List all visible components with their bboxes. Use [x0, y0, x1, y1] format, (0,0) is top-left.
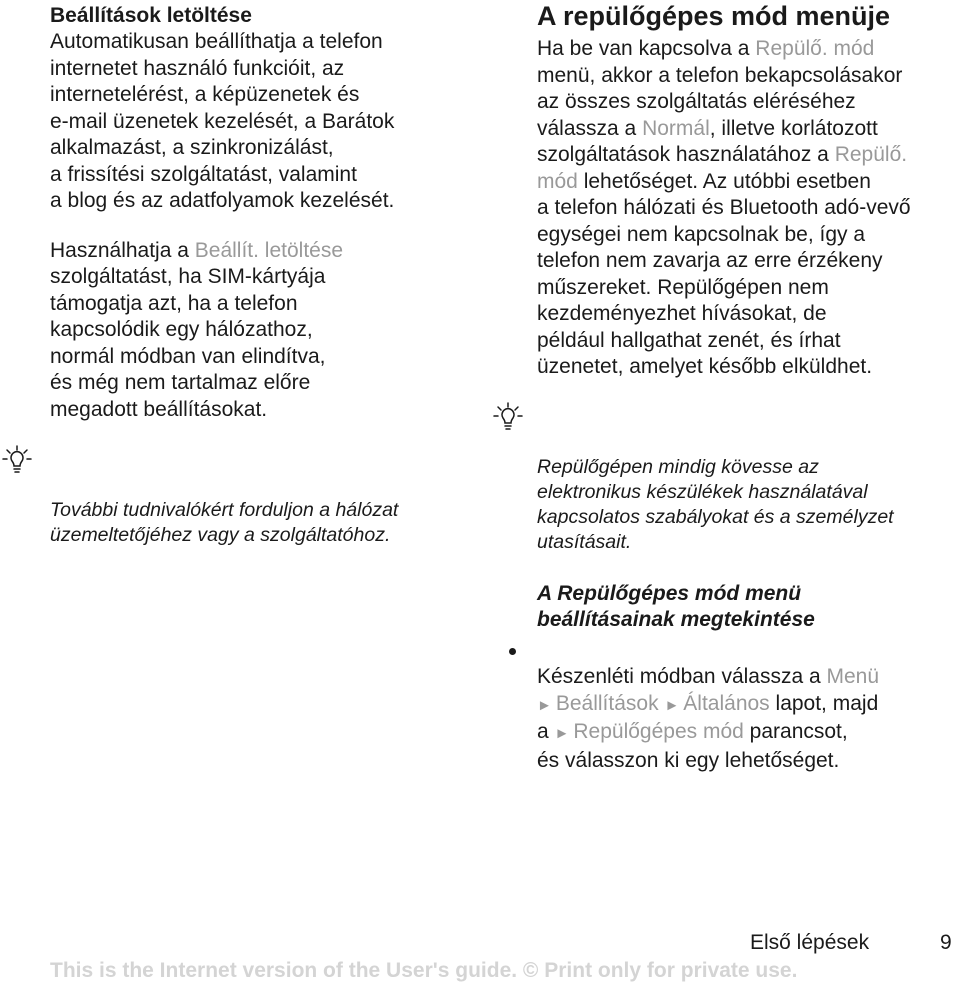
menu-item-settings-download: Beállít. letöltése — [194, 238, 344, 262]
menu-item-settings: Beállítások — [555, 691, 659, 715]
bullet-dot — [509, 648, 516, 655]
menu-item-menu: Menü — [826, 665, 880, 688]
menu-item-flight-mode: Repülő. mód — [755, 37, 875, 60]
tip-note-operator — [50, 448, 470, 548]
text-run: lehetőséget. Az utóbbi esetben a telefon hálózati és Bluetooth adó-vevő egységei nem kapcsolnak be, így a telefon nem zavarja az erre érzékeny műszereket. Repülőgépen nem kezdeményezhet hívásokat, de például hallgathat zenét, és írhat üzenetet, amelyet később elküldhet. — [537, 169, 911, 378]
text-run: lapot, majd a — [537, 691, 879, 743]
section-heading-download-settings: Beállítások letöltése — [50, 4, 252, 27]
left-column — [50, 0, 470, 548]
menu-item-flight-mode-2: Repülő. mód — [537, 143, 908, 193]
paragraph-usage-conditions — [50, 238, 470, 424]
footer-section-title: Első lépések — [750, 931, 870, 954]
arrow-right-icon: ► — [554, 725, 570, 742]
tip-text: Repülőgépen mindig kövesse az elektronikus készülékek használatával kapcsolatos szabályokat és a személyzet utasításait. — [537, 455, 894, 553]
arrow-right-icon: ► — [664, 696, 680, 714]
subheading-view-flight-mode-settings: A Repülőgépes mód menü beállításainak megtekintése — [537, 581, 815, 631]
text-run: Használhatja a — [50, 238, 195, 262]
watermark-text: This is the Internet version of the User's guide. © Print only for private use. — [50, 959, 798, 982]
page-heading-flight-mode: A repülőgépes mód menüje — [537, 1, 891, 31]
bullet-instruction — [537, 638, 957, 775]
tip-text: További tudnivalókért forduljon a hálózat üzemeltetőjéhez vagy a szolgáltatóhoz. — [50, 499, 399, 546]
tip-note-airplane-rules — [537, 405, 957, 555]
lightbulb-tip-icon — [2, 445, 32, 475]
paragraph-auto-settings: Automatikusan beállíthatja a telefon internetet használó funkcióit, az internetelérést, a képüzenetek és e-mail üzenetek kezelését, a Barátok alkalmazást, a szinkronizálást, a frissítési szolgáltatást, valamint a blog és az adatfolyamok kezelését. — [50, 30, 395, 212]
lightbulb-tip-icon — [493, 402, 523, 432]
text-run: parancsot, és válasszon ki egy lehetőséget. — [537, 720, 848, 772]
text-run: Ha be van kapcsolva a — [537, 37, 756, 60]
right-column — [537, 0, 957, 774]
page-number: 9 — [940, 931, 952, 954]
paragraph-flight-mode-description — [537, 36, 957, 381]
text-run: Készenléti módban válassza a — [537, 665, 827, 688]
text-run: szolgáltatást, ha SIM-kártyája támogatja azt, ha a telefon kapcsolódik egy hálózathoz, normál módban van elindítva, és még nem tartalmaz előre megadott beállításokat. — [50, 265, 326, 421]
arrow-right-icon: ► — [537, 696, 552, 714]
text-run: , illetve korlátozott szolgáltatások használatához a — [537, 116, 878, 166]
text-run: menü, akkor a telefon bekapcsolásakor az összes szolgáltatás eléréséhez válassza a — [537, 63, 903, 140]
menu-item-general: Általános — [683, 691, 770, 715]
menu-item-normal: Normál — [642, 116, 710, 140]
menu-item-flight-mode-full: Repülőgépes mód — [573, 720, 744, 743]
